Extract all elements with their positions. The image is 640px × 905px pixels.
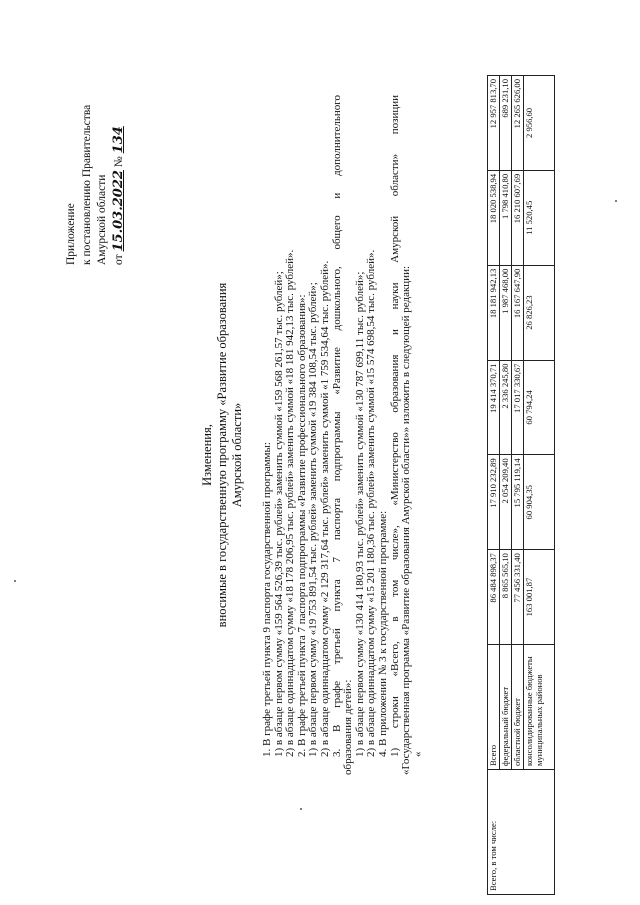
budget-table xyxy=(487,75,555,895)
title-line-3: Амурской области» xyxy=(230,402,244,508)
value-cell: 18 020 538,94 xyxy=(488,170,500,265)
document-body xyxy=(262,95,424,775)
scan-speck xyxy=(14,580,16,582)
body-paragraph: 2) в абзаце одиннадцатом сумму «18 178 206,95 тыс. рублей» заменить суммой «18 181 942,13 тыс. рублей». xyxy=(284,249,297,757)
value-cell: 11 520,45 xyxy=(524,170,555,265)
value-cell: 60 794,24 xyxy=(524,360,555,455)
body-paragraph: 1) в абзаце первом сумму «19 753 891,54 тыс. рублей» заменить суммой «19 384 108,54 тыс. рублей»; xyxy=(307,282,320,757)
table-row xyxy=(488,76,500,895)
body-paragraph: 3. В графе третьей пункта 7 паспорта подпрограммы «Развитие дошкольного, общего и дополнительного xyxy=(330,95,343,757)
value-cell: 77 456 331,40 xyxy=(512,550,524,645)
body-paragraph: «Государственная программа «Развитие образования Амурской области»» изложить в следующей редакции: xyxy=(400,265,413,775)
body-paragraph: 1) в абзаце первом сумму «130 414 180,93 тыс. рублей» заменить суммой «130 787 699,11 тыс. рублей»; xyxy=(353,271,366,757)
quote-mark: « xyxy=(411,751,424,757)
value-cell: 15 795 119,14 xyxy=(512,455,524,550)
approval-block xyxy=(64,45,127,265)
row-label-cell: федеральный бюджет xyxy=(500,645,512,770)
scan-speck xyxy=(615,200,617,202)
value-cell: 17 017 330,67 xyxy=(512,360,524,455)
value-cell: 8 865 565,10 xyxy=(500,550,512,645)
value-cell: 12 265 626,00 xyxy=(512,76,524,171)
date-prefix: от xyxy=(112,254,125,265)
row-label-cell: Всего xyxy=(488,645,500,770)
row-label-cell: консолидированные бюджеты муниципальных районов xyxy=(524,645,555,770)
handwritten-date: 15.03.2022 xyxy=(110,170,126,252)
value-cell: 12 957 813,70 xyxy=(488,76,500,171)
document-title xyxy=(200,195,245,715)
value-cell: 2 054 209,40 xyxy=(500,455,512,550)
title-line-2: вносимые в государственную программу «Развитие образования xyxy=(215,282,229,628)
body-paragraph: 1. В графе третьей пункта 9 паспорта государственной программы: xyxy=(261,442,273,757)
body-paragraph: 1) в абзаце первом сумму «159 564 526,39 тыс. рублей» заменить суммой «159 568 261,57 тыс. рублей»; xyxy=(272,271,285,757)
approval-line-3: Амурской области xyxy=(96,174,108,265)
body-paragraph: 1) строки «Всего, в том числе», «Министерство образования и науки Амурской области» позиции xyxy=(388,95,401,757)
body-paragraph: 2) в абзаце одиннадцатом сумму «2 129 317,64 тыс. рублей» заменить суммой «1 759 534,64 тыс. рублей». xyxy=(318,260,331,757)
value-cell: 2 336 245,80 xyxy=(500,360,512,455)
body-paragraph: образования детей»: xyxy=(342,679,355,775)
value-cell: 18 181 942,13 xyxy=(488,265,500,360)
body-paragraph: 2) в абзаце одиннадцатом сумму «15 201 180,36 тыс. рублей» заменить суммой «15 574 698,54 тыс. рублей». xyxy=(365,249,378,757)
value-cell: 19 414 370,71 xyxy=(488,360,500,455)
value-cell: 26 826,23 xyxy=(524,265,555,360)
approval-line-1: Приложение xyxy=(65,203,77,265)
value-cell: 689 231,10 xyxy=(500,76,512,171)
group-label-cell: Всего, в том числе: xyxy=(488,770,555,895)
value-cell: 16 167 647,90 xyxy=(512,265,524,360)
value-cell: 2 956,60 xyxy=(524,76,555,171)
value-cell: 16 210 607,69 xyxy=(512,170,524,265)
scan-speck xyxy=(300,808,302,810)
handwritten-number: 134 xyxy=(110,126,126,154)
title-line-1: Изменения, xyxy=(200,424,214,486)
body-paragraph: 2. В графе третьей пункта 7 паспорта подпрограммы «Развитие профессионального образования»: xyxy=(295,294,308,757)
value-cell: 1 798 410,80 xyxy=(500,170,512,265)
value-cell: 60 904,35 xyxy=(524,455,555,550)
body-paragraph: 4. В приложении № 3 к государственной программе: xyxy=(376,510,389,757)
value-cell: 1 987 468,00 xyxy=(500,265,512,360)
value-cell: 17 910 232,89 xyxy=(488,455,500,550)
value-cell: 86 484 898,37 xyxy=(488,550,500,645)
row-label-cell: областной бюджет xyxy=(512,645,524,770)
approval-date-line xyxy=(111,45,128,265)
value-cell: 163 001,87 xyxy=(524,550,555,645)
number-prefix: № xyxy=(112,156,125,168)
approval-line-2: к постановлению Правительства xyxy=(80,104,93,265)
